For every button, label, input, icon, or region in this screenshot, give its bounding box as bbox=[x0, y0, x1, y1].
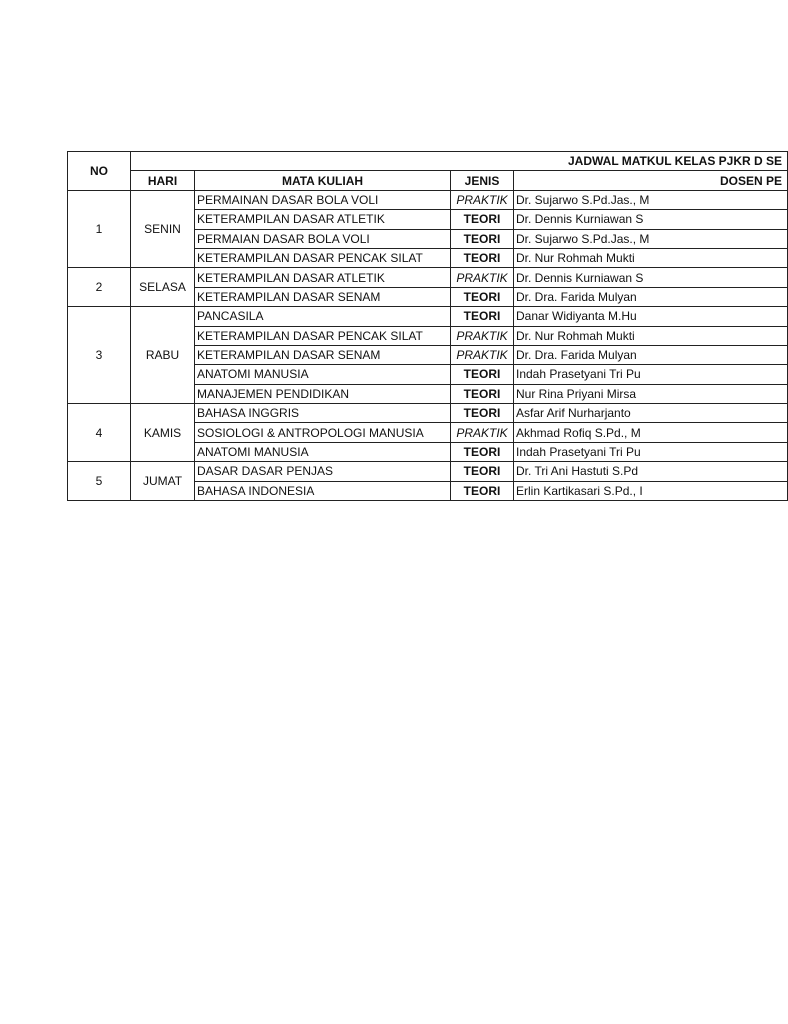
course-cell: SOSIOLOGI & ANTROPOLOGI MANUSIA bbox=[195, 423, 451, 442]
row-number: 1 bbox=[68, 190, 131, 268]
course-cell: DASAR DASAR PENJAS bbox=[195, 462, 451, 481]
table-title: JADWAL MATKUL KELAS PJKR D SE bbox=[131, 152, 788, 171]
course-cell: ANATOMI MANUSIA bbox=[195, 365, 451, 384]
lecturer-cell: Nur Rina Priyani Mirsa bbox=[514, 384, 788, 403]
lecturer-cell: Akhmad Rofiq S.Pd., M bbox=[514, 423, 788, 442]
day-cell: RABU bbox=[131, 307, 195, 404]
type-cell: TEORI bbox=[451, 462, 514, 481]
lecturer-cell: Dr. Sujarwo S.Pd.Jas., M bbox=[514, 229, 788, 248]
type-cell: TEORI bbox=[451, 287, 514, 306]
table-row bbox=[68, 404, 788, 423]
table-row bbox=[68, 190, 788, 209]
lecturer-cell: Dr. Nur Rohmah Mukti bbox=[514, 248, 788, 267]
course-cell: KETERAMPILAN DASAR PENCAK SILAT bbox=[195, 326, 451, 345]
day-cell: SELASA bbox=[131, 268, 195, 307]
course-cell: PERMAINAN DASAR BOLA VOLI bbox=[195, 190, 451, 209]
type-cell: TEORI bbox=[451, 481, 514, 500]
type-cell: TEORI bbox=[451, 365, 514, 384]
row-number: 5 bbox=[68, 462, 131, 501]
course-cell: PERMAIAN DASAR BOLA VOLI bbox=[195, 229, 451, 248]
type-cell: TEORI bbox=[451, 307, 514, 326]
header-jenis: JENIS bbox=[451, 171, 514, 190]
header-mata-kuliah: MATA KULIAH bbox=[195, 171, 451, 190]
title-row bbox=[68, 152, 788, 171]
type-cell: PRAKTIK bbox=[451, 423, 514, 442]
table-row bbox=[68, 462, 788, 481]
lecturer-cell: Indah Prasetyani Tri Pu bbox=[514, 442, 788, 461]
lecturer-cell: Asfar Arif Nurharjanto bbox=[514, 404, 788, 423]
type-cell: PRAKTIK bbox=[451, 326, 514, 345]
course-cell: KETERAMPILAN DASAR SENAM bbox=[195, 345, 451, 364]
type-cell: PRAKTIK bbox=[451, 268, 514, 287]
header-hari: HARI bbox=[131, 171, 195, 190]
type-cell: TEORI bbox=[451, 404, 514, 423]
header-no: NO bbox=[68, 152, 131, 191]
header-dosen: DOSEN PE bbox=[514, 171, 788, 190]
type-cell: TEORI bbox=[451, 384, 514, 403]
day-cell: JUMAT bbox=[131, 462, 195, 501]
course-cell: BAHASA INDONESIA bbox=[195, 481, 451, 500]
course-cell: ANATOMI MANUSIA bbox=[195, 442, 451, 461]
type-cell: TEORI bbox=[451, 229, 514, 248]
type-cell: TEORI bbox=[451, 442, 514, 461]
lecturer-cell: Dr. Tri Ani Hastuti S.Pd bbox=[514, 462, 788, 481]
course-cell: KETERAMPILAN DASAR PENCAK SILAT bbox=[195, 248, 451, 267]
schedule-body bbox=[68, 190, 788, 500]
day-cell: KAMIS bbox=[131, 404, 195, 462]
type-cell: TEORI bbox=[451, 248, 514, 267]
course-cell: KETERAMPILAN DASAR ATLETIK bbox=[195, 268, 451, 287]
lecturer-cell: Dr. Dra. Farida Mulyan bbox=[514, 345, 788, 364]
schedule-table bbox=[67, 151, 788, 501]
lecturer-cell: Dr. Nur Rohmah Mukti bbox=[514, 326, 788, 345]
header-row bbox=[68, 171, 788, 190]
row-number: 2 bbox=[68, 268, 131, 307]
course-cell: BAHASA INGGRIS bbox=[195, 404, 451, 423]
row-number: 4 bbox=[68, 404, 131, 462]
course-cell: PANCASILA bbox=[195, 307, 451, 326]
course-cell: MANAJEMEN PENDIDIKAN bbox=[195, 384, 451, 403]
lecturer-cell: Dr. Dra. Farida Mulyan bbox=[514, 287, 788, 306]
table-row bbox=[68, 268, 788, 287]
lecturer-cell: Dr. Sujarwo S.Pd.Jas., M bbox=[514, 190, 788, 209]
course-cell: KETERAMPILAN DASAR SENAM bbox=[195, 287, 451, 306]
lecturer-cell: Dr. Dennis Kurniawan S bbox=[514, 268, 788, 287]
schedule-sheet bbox=[67, 151, 783, 500]
type-cell: PRAKTIK bbox=[451, 345, 514, 364]
row-number: 3 bbox=[68, 307, 131, 404]
course-cell: KETERAMPILAN DASAR ATLETIK bbox=[195, 210, 451, 229]
table-row bbox=[68, 307, 788, 326]
lecturer-cell: Danar Widiyanta M.Hu bbox=[514, 307, 788, 326]
day-cell: SENIN bbox=[131, 190, 195, 268]
type-cell: TEORI bbox=[451, 210, 514, 229]
lecturer-cell: Erlin Kartikasari S.Pd., I bbox=[514, 481, 788, 500]
lecturer-cell: Indah Prasetyani Tri Pu bbox=[514, 365, 788, 384]
lecturer-cell: Dr. Dennis Kurniawan S bbox=[514, 210, 788, 229]
type-cell: PRAKTIK bbox=[451, 190, 514, 209]
